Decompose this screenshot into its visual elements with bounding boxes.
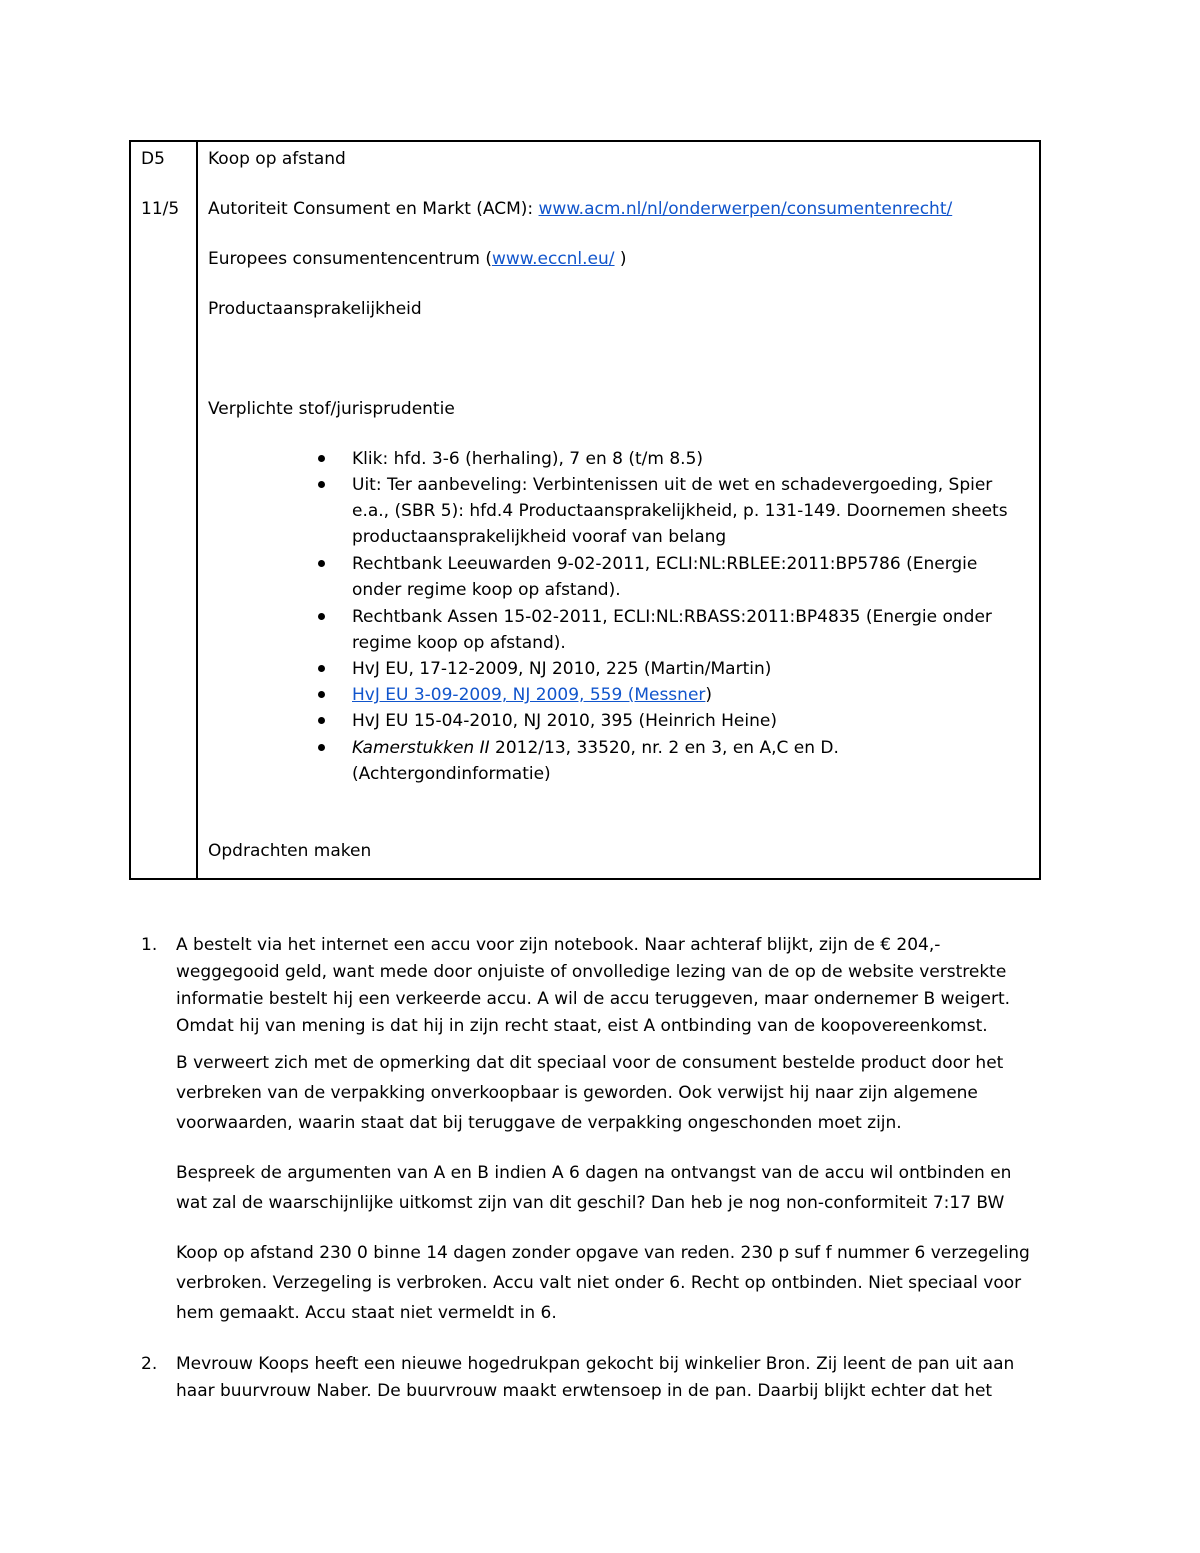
defense-text-line: verbreken van de verpakking onverkoopbaar is geworden. Ook verwijst hij naar zijn algemene (176, 1083, 978, 1103)
bullet-dot (318, 717, 325, 724)
ecc-label: Europees consumentencentrum ( (208, 249, 492, 269)
answer-text-line: verbroken. Verzegeling is verbroken. Accu valt niet onder 6. Recht op ontbinden. Niet speciaal voor (176, 1273, 1022, 1293)
question-text-line: informatie bestelt hij een verkeerde accu. A wil de accu teruggeven, maar ondernemer B weigert. (176, 989, 1011, 1009)
list-item: Rechtbank Assen 15-02-2011, ECLI:NL:RBASS:2011:BP4835 (Energie onder (352, 607, 992, 627)
week-code: D5 (141, 149, 165, 169)
list-item-continuation: productaansprakelijkheid vooraf van belang (352, 527, 727, 547)
list-item-continuation: regime koop op afstand). (352, 633, 566, 653)
ecc-suffix: ) (614, 249, 627, 269)
bullet-dot (318, 744, 325, 751)
list-item: Rechtbank Leeuwarden 9-02-2011, ECLI:NL:RBLEE:2011:BP5786 (Energie (352, 554, 978, 574)
table-column-divider (196, 142, 198, 878)
list-item: HvJ EU, 17-12-2009, NJ 2010, 225 (Martin/Martin) (352, 659, 772, 679)
bullet-dot (318, 665, 325, 672)
task-text-line: Bespreek de argumenten van A en B indien A 6 dagen na ontvangst van de accu wil ontbinden en (176, 1163, 1012, 1183)
messner-case-link[interactable]: HvJ EU 3-09-2009, NJ 2009, 559 (Messner (352, 685, 706, 705)
question-text-line: haar buurvrouw Naber. De buurvrouw maakt erwtensoep in de pan. Daarbij blijkt echter dat het (176, 1381, 993, 1401)
bullet-dot (318, 613, 325, 620)
bullet-dot (318, 691, 325, 698)
defense-text-line: voorwaarden, waarin staat dat bij teruggave de verpakking ongeschonden moet zijn. (176, 1113, 902, 1133)
defense-text-line: B verweert zich met de opmerking dat dit speciaal voor de consument bestelde product door het (176, 1053, 1004, 1073)
topic-title: Koop op afstand (208, 149, 346, 169)
assignments-heading: Opdrachten maken (208, 841, 372, 861)
product-liability-heading: Productaansprakelijkheid (208, 299, 422, 319)
week-date: 11/5 (141, 199, 180, 219)
bullet-dot (318, 560, 325, 567)
list-item-continuation: onder regime koop op afstand). (352, 580, 621, 600)
list-item: Klik: hfd. 3-6 (herhaling), 7 en 8 (t/m 8.5) (352, 449, 704, 469)
list-item: HvJ EU 15-04-2010, NJ 2010, 395 (Heinrich Heine) (352, 711, 777, 731)
question-text-line: weggegooid geld, want mede door onjuiste of onvolledige lezing van de op de website verstrekte (176, 962, 1007, 982)
list-item-suffix: ) (705, 685, 713, 705)
ecc-line (208, 247, 627, 271)
answer-text-line: Koop op afstand 230 0 binne 14 dagen zonder opgave van reden. 230 p suf f nummer 6 verzegeling (176, 1243, 1030, 1263)
acm-line (208, 197, 952, 221)
question-number: 1. (141, 935, 158, 955)
ecc-link[interactable]: www.eccnl.eu/ (491, 249, 615, 269)
bullet-dot (318, 455, 325, 462)
list-item: Uit: Ter aanbeveling: Verbintenissen uit de wet en schadevergoeding, Spier (352, 475, 993, 495)
list-item-rest: 2012/13, 33520, nr. 2 en 3, en A,C en D. (489, 738, 839, 758)
list-item (352, 683, 712, 707)
list-item-continuation: (Achtergondinformatie) (352, 764, 551, 784)
answer-text-line: hem gemaakt. Accu staat niet vermeldt in 6. (176, 1303, 557, 1323)
question-text-line: A bestelt via het internet een accu voor zijn notebook. Naar achteraf blijkt, zijn de € 204,- (176, 935, 941, 955)
required-reading-heading: Verplichte stof/jurisprudentie (208, 399, 455, 419)
schedule-table (129, 140, 1041, 880)
task-text-line: wat zal de waarschijnlijke uitkomst zijn van dit geschil? Dan heb je nog non-conformiteit 7:17 BW (176, 1193, 1005, 1213)
question-number: 2. (141, 1354, 158, 1374)
acm-label: Autoriteit Consument en Markt (ACM): (208, 199, 539, 219)
question-text-line: Mevrouw Koops heeft een nieuwe hogedrukpan gekocht bij winkelier Bron. Zij leent de pan uit aan (176, 1354, 1015, 1374)
list-item-continuation: e.a., (SBR 5): hfd.4 Productaansprakelijkheid, p. 131-149. Doornemen sheets (352, 501, 1008, 521)
list-item-italic: Kamerstukken II (352, 738, 490, 758)
list-item (352, 736, 839, 760)
acm-link[interactable]: www.acm.nl/nl/onderwerpen/consumentenrecht/ (538, 199, 953, 219)
bullet-dot (318, 481, 325, 488)
question-text-line: Omdat hij van mening is dat hij in zijn recht staat, eist A ontbinding van de koopovereenkomst. (176, 1016, 988, 1036)
